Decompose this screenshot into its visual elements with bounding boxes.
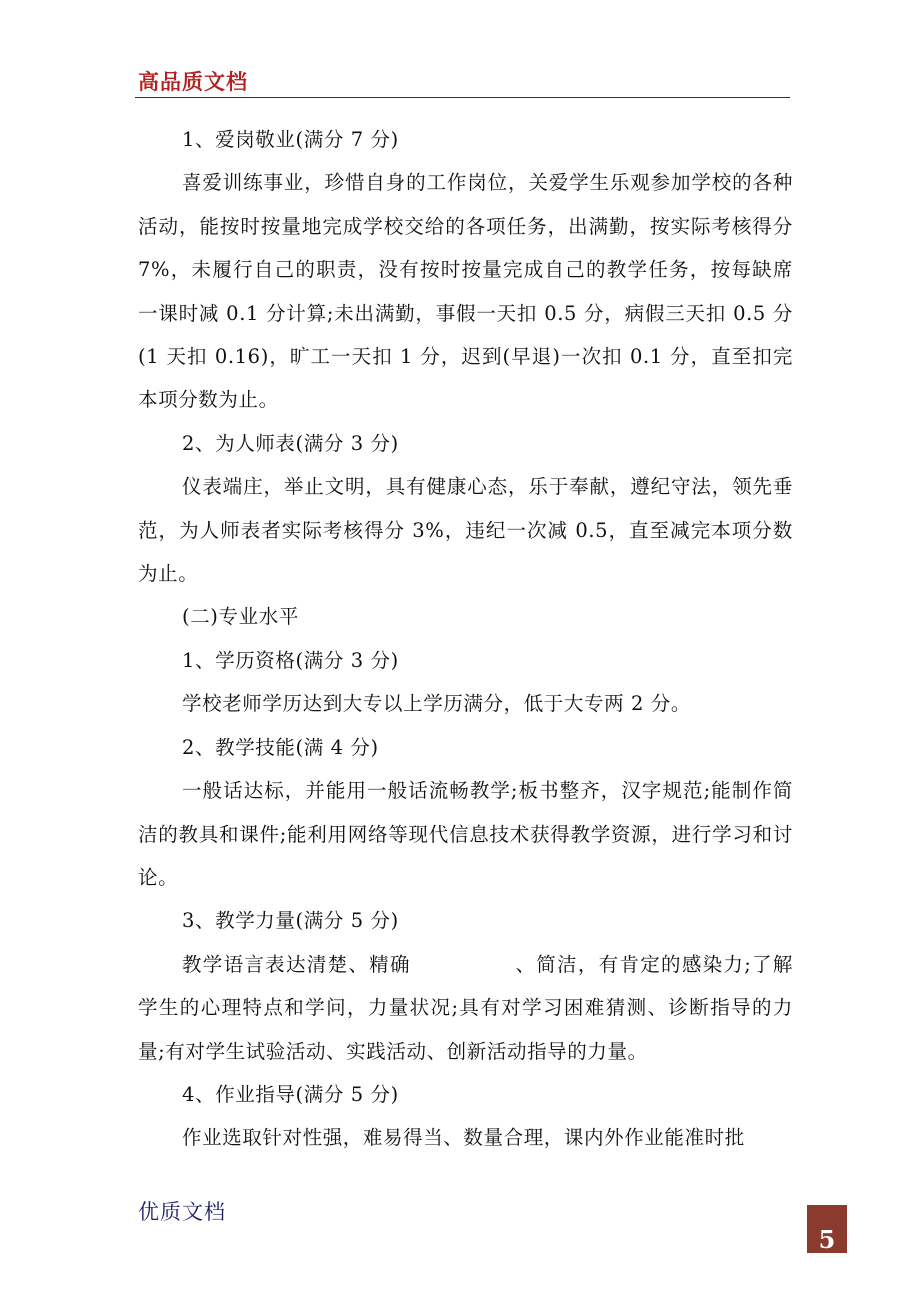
document-header-title: 高品质文档 <box>138 69 248 94</box>
paragraph-qualification: 学校老师学历达到大专以上学历满分，低于大专两 2 分。 <box>182 692 692 716</box>
document-body <box>138 118 793 1160</box>
header-divider <box>135 97 790 98</box>
page-number: 5 <box>818 1225 836 1253</box>
paragraph-teaching-ability-part2: 、简洁，有肯定的感染力;了解学生的心理特点和学问，力量状况;具有对学习困难猜测、诊断指导的力量;有对学生试验活动、实践活动、创新活动指导的力量。 <box>138 952 793 1063</box>
footer-label: 优质文档 <box>138 1200 226 1224</box>
paragraph-teaching-skills: 一般话达标，并能用一般话流畅教学;板书整齐，汉字规范;能制作简洁的教具和课件;能利用网络等现代信息技术获得教学资源，进行学习和讨论。 <box>138 779 793 889</box>
section-heading-dedication: 1、爱岗敬业(满分 7 分) <box>182 128 399 151</box>
section-heading-role-model: 2、为人师表(满分 3 分) <box>182 431 399 455</box>
section-heading-professional-level: (二)专业水平 <box>182 605 299 629</box>
paragraph-dedication: 喜爱训练事业，珍惜自身的工作岗位，关爱学生乐观参加学校的各种活动，能按时按量地完成学校交给的各项任务，出满勤，按实际考核得分 7%，未履行自己的职责，没有按时按量完成自己的教学任务，按每缺席一课时减 0.1 分计算;未出满勤，事假一天扣 0.5 分，病假三天扣 0.5 分(1 天扣 0.16)，旷工一天扣 1 分，迟到(早退)一次扣 0.1 分，直至扣完本项分数为止。 <box>138 171 793 412</box>
page-number-badge <box>807 1205 847 1253</box>
paragraph-teaching-ability <box>138 943 793 1073</box>
paragraph-teaching-ability-part1: 教学语言表达清楚、精确 <box>182 952 411 976</box>
section-heading-homework: 4、作业指导(满分 5 分) <box>182 1082 399 1106</box>
section-heading-teaching-ability: 3、教学力量(满分 5 分) <box>182 909 399 933</box>
section-heading-qualification: 1、学历资格(满分 3 分) <box>182 648 399 672</box>
section-heading-teaching-skills: 2、教学技能(满 4 分) <box>182 735 379 759</box>
paragraph-role-model: 仪表端庄，举止文明，具有健康心态，乐于奉献，遵纪守法，领先垂范，为人师表者实际考核得分 3%，违纪一次减 0.5，直至减完本项分数为止。 <box>138 475 793 586</box>
paragraph-homework: 作业选取针对性强，难易得当、数量合理，课内外作业能准时批 <box>182 1126 745 1150</box>
